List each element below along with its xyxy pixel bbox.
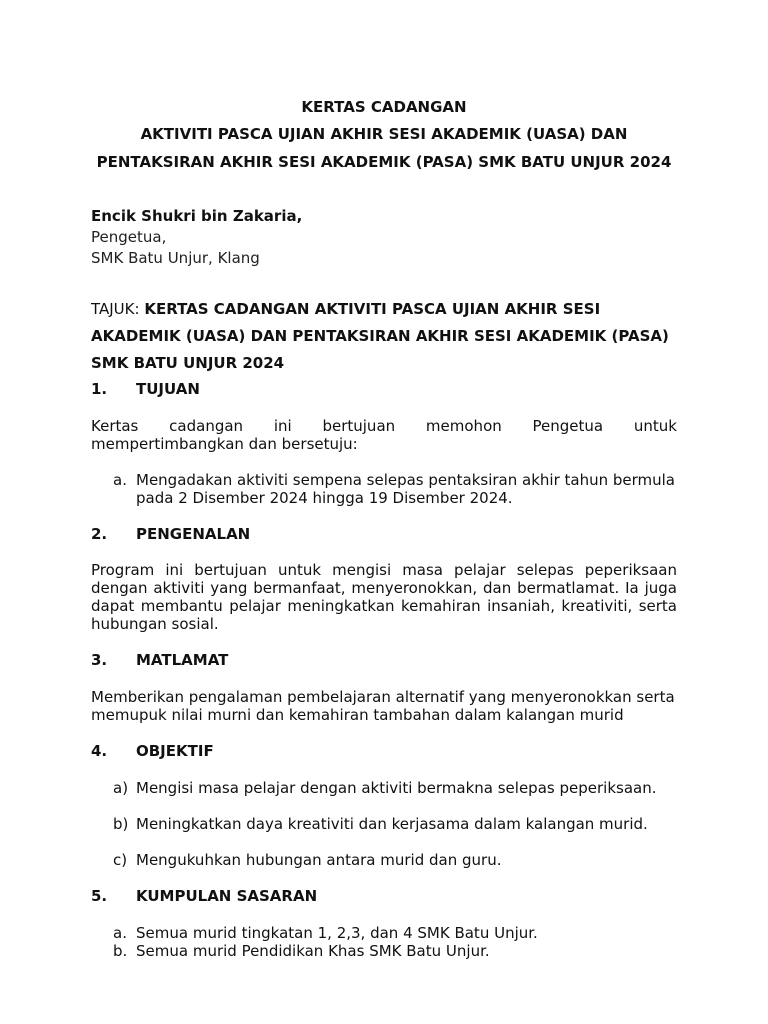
list-item-text: Semua murid tingkatan 1, 2,3, dan 4 SMK Batu Unjur. — [136, 924, 538, 942]
section-number: 3. — [91, 651, 108, 669]
section-title: OBJEKTIF — [136, 742, 214, 760]
list-item — [113, 815, 677, 833]
list-item — [113, 942, 677, 960]
list-item-text: Mengadakan aktiviti sempena selepas pentaksiran akhir tahun bermula pada 2 Disember 2024 hingga 19 Disember 2024. — [136, 471, 676, 507]
document-title-line-2: AKTIVITI PASCA UJIAN AKHIR SESI AKADEMIK (UASA) DAN — [140, 125, 628, 143]
addressee-school: SMK Batu Unjur, Klang — [91, 249, 260, 267]
section-heading-kumpulan-sasaran — [91, 887, 317, 905]
addressee-role: Pengetua, — [91, 228, 167, 246]
list-item — [113, 471, 677, 507]
subject-text: KERTAS CADANGAN AKTIVITI PASCA UJIAN AKHIR SESI AKADEMIK (UASA) DAN PENTAKSIRAN AKHIR SESI AKADEMIK (PASA) SMK BATU UNJUR 2024 — [91, 300, 669, 372]
section-number: 2. — [91, 525, 108, 543]
section-heading-tujuan — [91, 380, 200, 398]
section-paragraph-tujuan: Kertas cadangan ini bertujuan memohon Pengetua untuk mempertimbangkan dan bersetuju: — [91, 417, 677, 453]
subject-line — [91, 296, 677, 377]
section-title: KUMPULAN SASARAN — [136, 887, 318, 905]
list-marker: c) — [113, 851, 128, 869]
section-title: TUJUAN — [136, 380, 200, 398]
list-item-text: Meningkatkan daya kreativiti dan kerjasama dalam kalangan murid. — [136, 815, 648, 833]
document-title-line-1: KERTAS CADANGAN — [301, 98, 467, 116]
list-marker: a) — [113, 779, 129, 797]
addressee-name: Encik Shukri bin Zakaria, — [91, 207, 303, 225]
document-page — [91, 0, 677, 1024]
section-paragraph-pengenalan: Program ini bertujuan untuk mengisi masa pelajar selepas peperiksaan dengan aktiviti yang bermanfaat, menyeronokkan, dan bermatlamat. Ia juga dapat membantu pelajar meningkatkan kemahiran insaniah, kreativiti, serta hubungan sosial. — [91, 561, 677, 633]
list-marker: b. — [113, 942, 128, 960]
section-number: 5. — [91, 887, 108, 905]
list-item — [113, 851, 677, 869]
section-number: 1. — [91, 380, 108, 398]
section-heading-objektif — [91, 742, 214, 760]
list-item-text: Mengukuhkan hubungan antara murid dan guru. — [136, 851, 502, 869]
section-heading-pengenalan — [91, 525, 250, 543]
list-marker: b) — [113, 815, 129, 833]
section-heading-matlamat — [91, 651, 228, 669]
list-marker: a. — [113, 924, 127, 942]
list-item — [113, 924, 677, 942]
list-marker: a. — [113, 471, 127, 489]
section-number: 4. — [91, 742, 108, 760]
document-title-line-3: PENTAKSIRAN AKHIR SESI AKADEMIK (PASA) SMK BATU UNJUR 2024 — [96, 153, 672, 171]
section-title: MATLAMAT — [136, 651, 229, 669]
list-item — [113, 779, 677, 797]
subject-label: TAJUK: — [91, 300, 145, 318]
list-item-text: Mengisi masa pelajar dengan aktiviti bermakna selepas peperiksaan. — [136, 779, 657, 797]
section-paragraph-matlamat: Memberikan pengalaman pembelajaran alternatif yang menyeronokkan serta memupuk nilai murni dan kemahiran tambahan dalam kalangan murid — [91, 688, 675, 724]
list-item-text: Semua murid Pendidikan Khas SMK Batu Unjur. — [136, 942, 490, 960]
section-title: PENGENALAN — [136, 525, 251, 543]
